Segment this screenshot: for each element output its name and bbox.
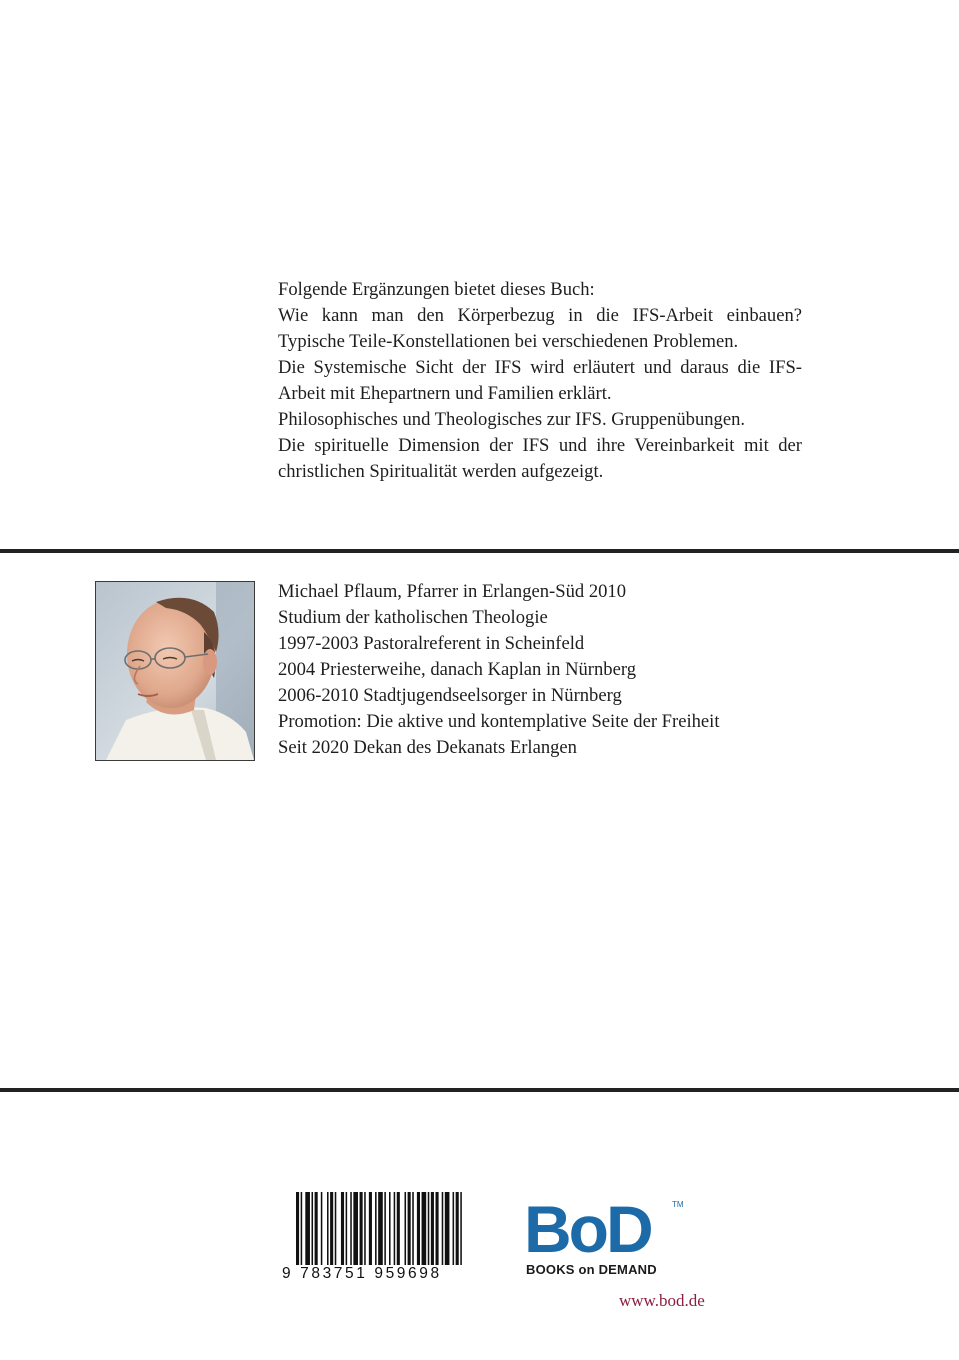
bio-line: 1997-2003 Pastoralreferent in Scheinfeld: [278, 633, 585, 654]
trademark-mark: TM: [672, 1200, 684, 1209]
bio-line: Seit 2020 Dekan des Dekanats Erlangen: [278, 737, 577, 758]
blurb-line: christlichen Spiritualität werden aufgezeigt.: [278, 461, 604, 482]
bio-line: 2006-2010 Stadtjugendseelsorger in Nürnberg: [278, 685, 622, 706]
blurb-line: Arbeit mit Ehepartnern und Familien erklärt.: [278, 383, 612, 404]
divider-top: [0, 549, 959, 553]
book-blurb: [278, 277, 802, 485]
bio-line: Studium der katholischen Theologie: [278, 607, 548, 628]
publisher-logo: [524, 1192, 690, 1282]
barcode-digits: 9 783751 959698: [282, 1265, 478, 1283]
bod-logo-text: BoD: [524, 1192, 651, 1266]
publisher-url[interactable]: www.bod.de: [619, 1291, 705, 1310]
blurb-line: Die spirituelle Dimension der IFS und ihre Vereinbarkeit mit der: [278, 435, 802, 456]
blurb-line: Folgende Ergänzungen bietet dieses Buch:: [278, 279, 595, 300]
divider-bottom: [0, 1088, 959, 1092]
blurb-line: Wie kann man den Körperbezug in die IFS-Arbeit einbauen?: [278, 305, 802, 326]
author-portrait: [96, 582, 254, 760]
bio-line: Promotion: Die aktive und kontemplative Seite der Freiheit: [278, 711, 720, 732]
blurb-line: Typische Teile-Konstellationen bei verschiedenen Problemen.: [278, 331, 739, 352]
blurb-line: Die Systemische Sicht der IFS wird erläutert und daraus die IFS-: [278, 357, 802, 378]
publisher-tagline: BOOKS on DEMAND: [526, 1262, 657, 1277]
author-photo: [95, 581, 255, 761]
bio-line: 2004 Priesterweihe, danach Kaplan in Nürnberg: [278, 659, 636, 680]
bio-line: Michael Pflaum, Pfarrer in Erlangen-Süd 2010: [278, 581, 627, 602]
author-bio: [278, 579, 798, 761]
blurb-line: Philosophisches und Theologisches zur IFS. Gruppenübungen.: [278, 409, 746, 430]
